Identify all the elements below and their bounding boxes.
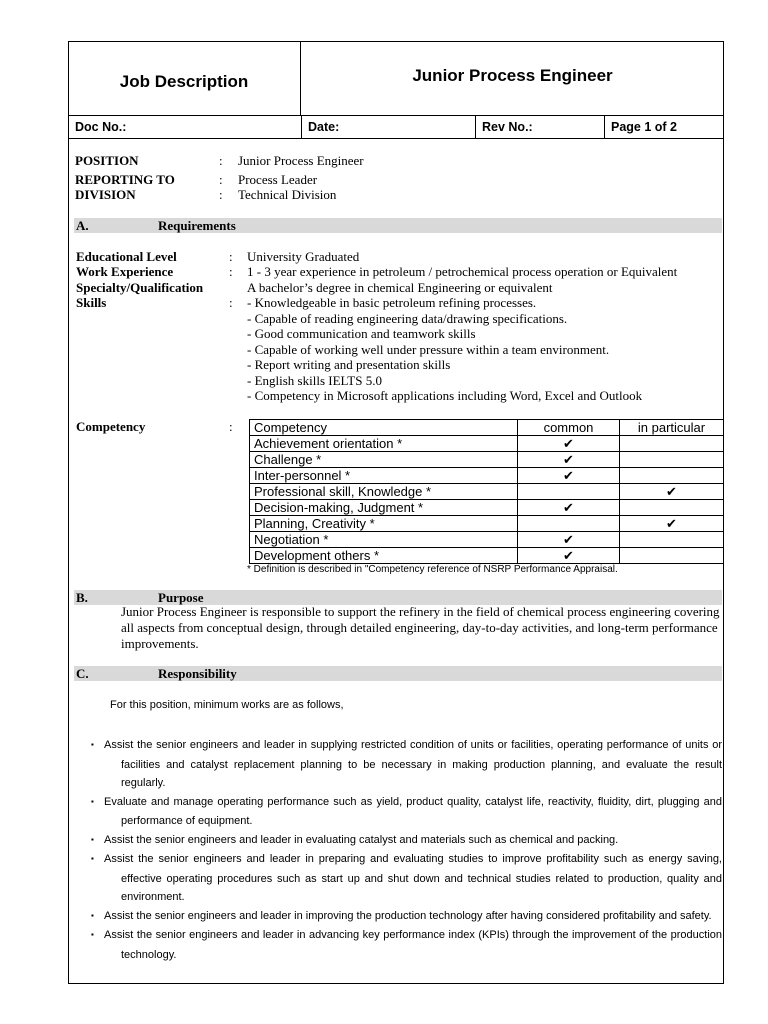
table-row <box>250 452 724 468</box>
common-check: ✔ <box>518 468 620 484</box>
bullet-icon: ▪ <box>91 740 94 749</box>
particular-check: ✔ <box>620 516 724 532</box>
date-cell <box>301 116 475 138</box>
rev-no-cell <box>475 116 604 138</box>
section-a-letter: A. <box>76 218 89 233</box>
common-check <box>518 516 620 532</box>
edu-colon: : <box>229 249 233 264</box>
table-row <box>250 532 724 548</box>
table-row <box>250 500 724 516</box>
competency-footnote: * Definition is described in "Competency reference of NSRP Performance Appraisal. <box>247 564 618 575</box>
division-colon: : <box>219 187 223 202</box>
work-label: Work Experience <box>76 264 174 279</box>
position-value: Junior Process Engineer <box>238 153 364 168</box>
skill-item: - Capable of working well under pressure within a team environment. <box>247 342 610 357</box>
job-title: Junior Process Engineer <box>412 66 613 85</box>
work-colon: : <box>229 264 233 279</box>
competency-name: Negotiation * <box>250 532 518 548</box>
common-check: ✔ <box>518 548 620 564</box>
bullet-icon: ▪ <box>91 854 94 863</box>
specialty-label: Specialty/Qualification <box>76 280 204 295</box>
particular-check <box>620 500 724 516</box>
list-item <box>78 736 722 793</box>
skill-item: - Knowledgeable in basic petroleum refining processes. <box>247 295 537 310</box>
section-b-letter: B. <box>76 590 88 605</box>
skills-label: Skills <box>76 295 107 310</box>
list-item <box>78 907 722 927</box>
common-check: ✔ <box>518 500 620 516</box>
particular-check <box>620 452 724 468</box>
table-row <box>250 516 724 532</box>
particular-check <box>620 548 724 564</box>
doc-title: Job Description <box>119 72 249 91</box>
competency-name: Professional skill, Knowledge * <box>250 484 518 500</box>
list-item <box>78 850 722 907</box>
edu-value: University Graduated <box>247 249 360 264</box>
work-value: 1 - 3 year experience in petroleum / petrochemical process operation or Equivalent <box>247 264 678 279</box>
responsibility-text: Assist the senior engineers and leader in evaluating catalyst and materials such as chemical and packing. <box>104 833 619 846</box>
section-b-header <box>74 590 722 605</box>
rev-no-label: Rev No.: <box>482 120 533 134</box>
doc-no-label: Doc No.: <box>75 120 127 134</box>
specialty-value: A bachelor’s degree in chemical Engineering or equivalent <box>247 280 553 295</box>
competency-colon: : <box>229 419 233 434</box>
particular-check: ✔ <box>620 484 724 500</box>
job-title-cell <box>301 41 724 115</box>
position-label: POSITION <box>75 153 139 168</box>
skills-colon: : <box>229 295 233 310</box>
table-row <box>250 548 724 564</box>
date-label: Date: <box>308 120 340 134</box>
responsibility-intro: For this position, minimum works are as follows, <box>110 699 344 711</box>
skill-item: - Good communication and teamwork skills <box>247 326 476 341</box>
common-check: ✔ <box>518 436 620 452</box>
competency-name: Achievement orientation * <box>250 436 518 452</box>
common-check: ✔ <box>518 452 620 468</box>
common-check: ✔ <box>518 532 620 548</box>
page-cell <box>604 116 723 138</box>
table-row <box>250 436 724 452</box>
competency-name: Development others * <box>250 548 518 564</box>
list-item <box>78 926 722 964</box>
table-header-row <box>250 420 724 436</box>
responsibility-text: Evaluate and manage operating performance such as yield, product quality, catalyst life, reactivity, fluidity, dirt, plugging and performance of equipment. <box>104 795 722 827</box>
division-label: DIVISION <box>75 187 136 202</box>
doc-no-cell <box>69 116 301 138</box>
competency-table <box>249 419 724 564</box>
page-label: Page 1 of 2 <box>611 120 677 134</box>
bullet-icon: ▪ <box>91 910 94 920</box>
particular-check <box>620 532 724 548</box>
list-item <box>78 793 722 831</box>
responsibility-text: Assist the senior engineers and leader in supplying restricted condition of units or facilities, operating performance of units or facilities and catalyst replacement planning to be necessary in making production planning, and evaluate the result regularly. <box>104 739 722 789</box>
column-header: common <box>518 420 620 436</box>
particular-check <box>620 468 724 484</box>
reporting-to-colon: : <box>219 172 223 187</box>
common-check <box>518 484 620 500</box>
section-a-title: Requirements <box>158 218 236 233</box>
competency-name: Challenge * <box>250 452 518 468</box>
bullet-icon: ▪ <box>91 930 94 939</box>
purpose-text: Junior Process Engineer is responsible to support the refinery in the field of chemical process engineering covering all aspects from conceptual design, through detailed engineering, day-to-day activities, and long-term performance improvements. <box>121 604 720 651</box>
table-row <box>250 468 724 484</box>
reporting-to-label: REPORTING TO <box>75 172 175 187</box>
responsibility-text: Assist the senior engineers and leader in advancing key performance index (KPIs) through the improvement of the production technology. <box>104 929 722 961</box>
skill-item: - Capable of reading engineering data/drawing specifications. <box>247 311 568 326</box>
position-colon: : <box>219 153 223 168</box>
section-c-header <box>74 666 722 681</box>
bullet-icon: ▪ <box>91 796 94 806</box>
section-c-title: Responsibility <box>158 666 237 681</box>
competency-name: Decision-making, Judgment * <box>250 500 518 516</box>
section-b-title: Purpose <box>158 590 204 605</box>
reporting-to-value: Process Leader <box>238 172 318 187</box>
responsibility-text: Assist the senior engineers and leader in improving the production technology after having considered profitability and safety. <box>104 909 712 922</box>
column-header: in particular <box>620 420 724 436</box>
competency-name: Planning, Creativity * <box>250 516 518 532</box>
particular-check <box>620 436 724 452</box>
section-a-header <box>74 218 722 233</box>
list-item <box>78 831 722 851</box>
responsibility-text: Assist the senior engineers and leader in preparing and evaluating studies to improve profitability such as energy saving, effective operating procedures such as start up and shut down and technical studies related to production, quality and environment. <box>104 853 722 903</box>
skill-item: - Competency in Microsoft applications including Word, Excel and Outlook <box>247 388 643 403</box>
competency-name: Inter-personnel * <box>250 468 518 484</box>
competency-label: Competency <box>76 419 146 434</box>
skill-item: - English skills IELTS 5.0 <box>247 373 382 388</box>
table-row <box>250 484 724 500</box>
responsibility-list <box>78 736 722 964</box>
edu-label: Educational Level <box>76 249 177 264</box>
bullet-icon: ▪ <box>91 834 94 844</box>
section-c-letter: C. <box>76 666 89 681</box>
division-value: Technical Division <box>238 187 337 202</box>
skill-item: - Report writing and presentation skills <box>247 357 451 372</box>
column-header: Competency <box>250 420 518 436</box>
header-divider <box>68 138 724 139</box>
doc-title-cell <box>68 41 301 115</box>
